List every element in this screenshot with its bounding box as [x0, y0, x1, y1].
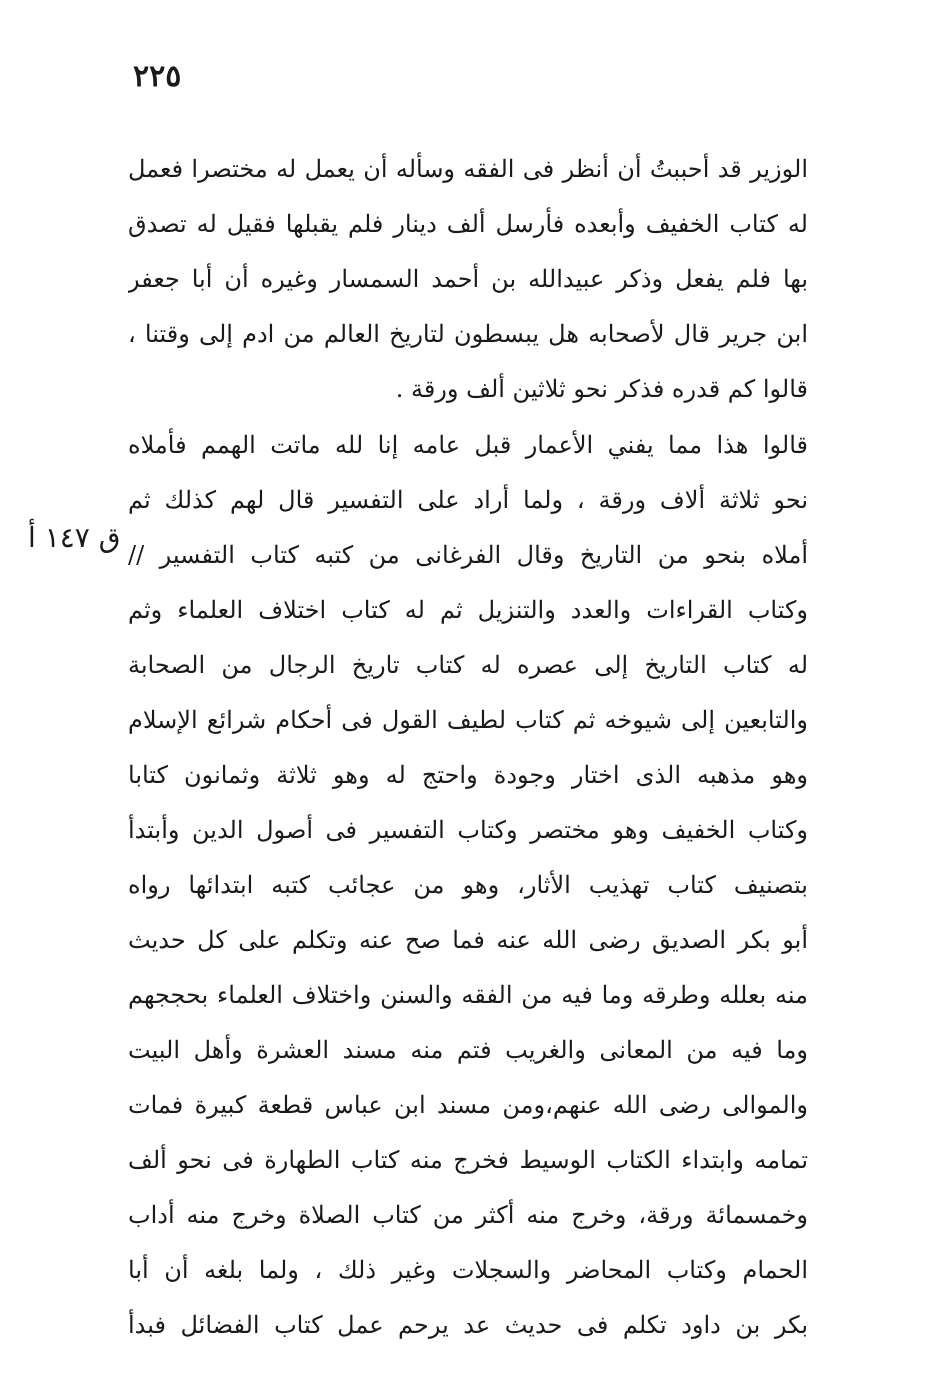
page-number: ٢٢٥ [133, 59, 182, 94]
text-line: بها فلم يفعل وذكر عبيدالله بن أحمد السمسار وغيره أن أبا جعفر [128, 265, 808, 293]
text-line: وهو مذهبه الذى اختار وجودة واحتج له وهو ثلاثة وثمانون كتابا [128, 761, 808, 789]
text-line: نحو ثلاثة ألاف ورقة ، ولما أراد على التفسير قال لهم كذلك ثم [128, 486, 808, 514]
text-line: أبو بكر الصديق رضى الله عنه فما صح عنه وتكلم على كل حديث [128, 926, 808, 954]
text-line: الوزير قد أحببتُ أن أنظر فى الفقه وسأله أن يعمل له مختصرا فعمل [128, 155, 808, 183]
text-line: وما فيه من المعانى والغريب فتم منه مسند العشرة وأهل البيت [128, 1036, 808, 1064]
text-line: بتصنيف كتاب تهذيب الأثار، وهو من عجائب كتبه ابتدائها رواه [128, 871, 808, 899]
text-line: بكر بن داود تكلم فى حديث عد يرحم عمل كتاب الفضائل فبدأ [128, 1311, 808, 1339]
text-line: له كتاب الخفيف وأبعده فأرسل ألف دينار فلم يقبلها فقيل له تصدق [128, 210, 808, 238]
text-line: وكتاب القراءات والعدد والتنزيل ثم له كتاب اختلاف العلماء وثم [128, 596, 808, 624]
paragraph-2 [128, 418, 808, 1353]
text-line: تمامه وابتداء الكتاب الوسيط فخرج منه كتاب الطهارة فى نحو ألف [128, 1146, 808, 1174]
text-line: أملاه بنحو من التاريخ وقال الفرغانى من كتبه كتاب التفسير // [128, 541, 808, 569]
text-line: قالوا كم قدره فذكر نحو ثلاثين ألف ورقة . [395, 375, 808, 403]
text-line: قالوا هذا مما يفني الأعمار قبل عامه إنا لله ماتت الهمم فأملاه [128, 431, 808, 459]
paragraph-1 [128, 142, 808, 417]
manuscript-folio-note: ق ١٤٧ أ [28, 521, 121, 554]
text-line: له كتاب التاريخ إلى عصره له كتاب تاريخ الرجال من الصحابة [128, 651, 808, 679]
text-line: منه بعلله وطرقه وما فيه من الفقه والسنن واختلاف العلماء بحججهم [128, 981, 808, 1009]
text-line: والتابعين إلى شيوخه ثم كتاب لطيف القول فى أحكام شرائع الإسلام [128, 706, 808, 734]
text-line: ابن جرير قال لأصحابه هل يبسطون لتاريخ العالم من ادم إلى وقتنا ، [128, 320, 808, 348]
text-line: والموالى رضى الله عنهم،ومن مسند ابن عباس قطعة كبيرة فمات [128, 1091, 808, 1119]
text-line: الحمام وكتاب المحاضر والسجلات وغير ذلك ، ولما بلغه أن أبا [128, 1256, 808, 1284]
text-line: وكتاب الخفيف وهو مختصر وكتاب التفسير فى أصول الدين وأبتدأ [128, 816, 808, 844]
text-line: وخمسمائة ورقة، وخرج منه أكثر من كتاب الصلاة وخرج منه أداب [128, 1201, 808, 1229]
